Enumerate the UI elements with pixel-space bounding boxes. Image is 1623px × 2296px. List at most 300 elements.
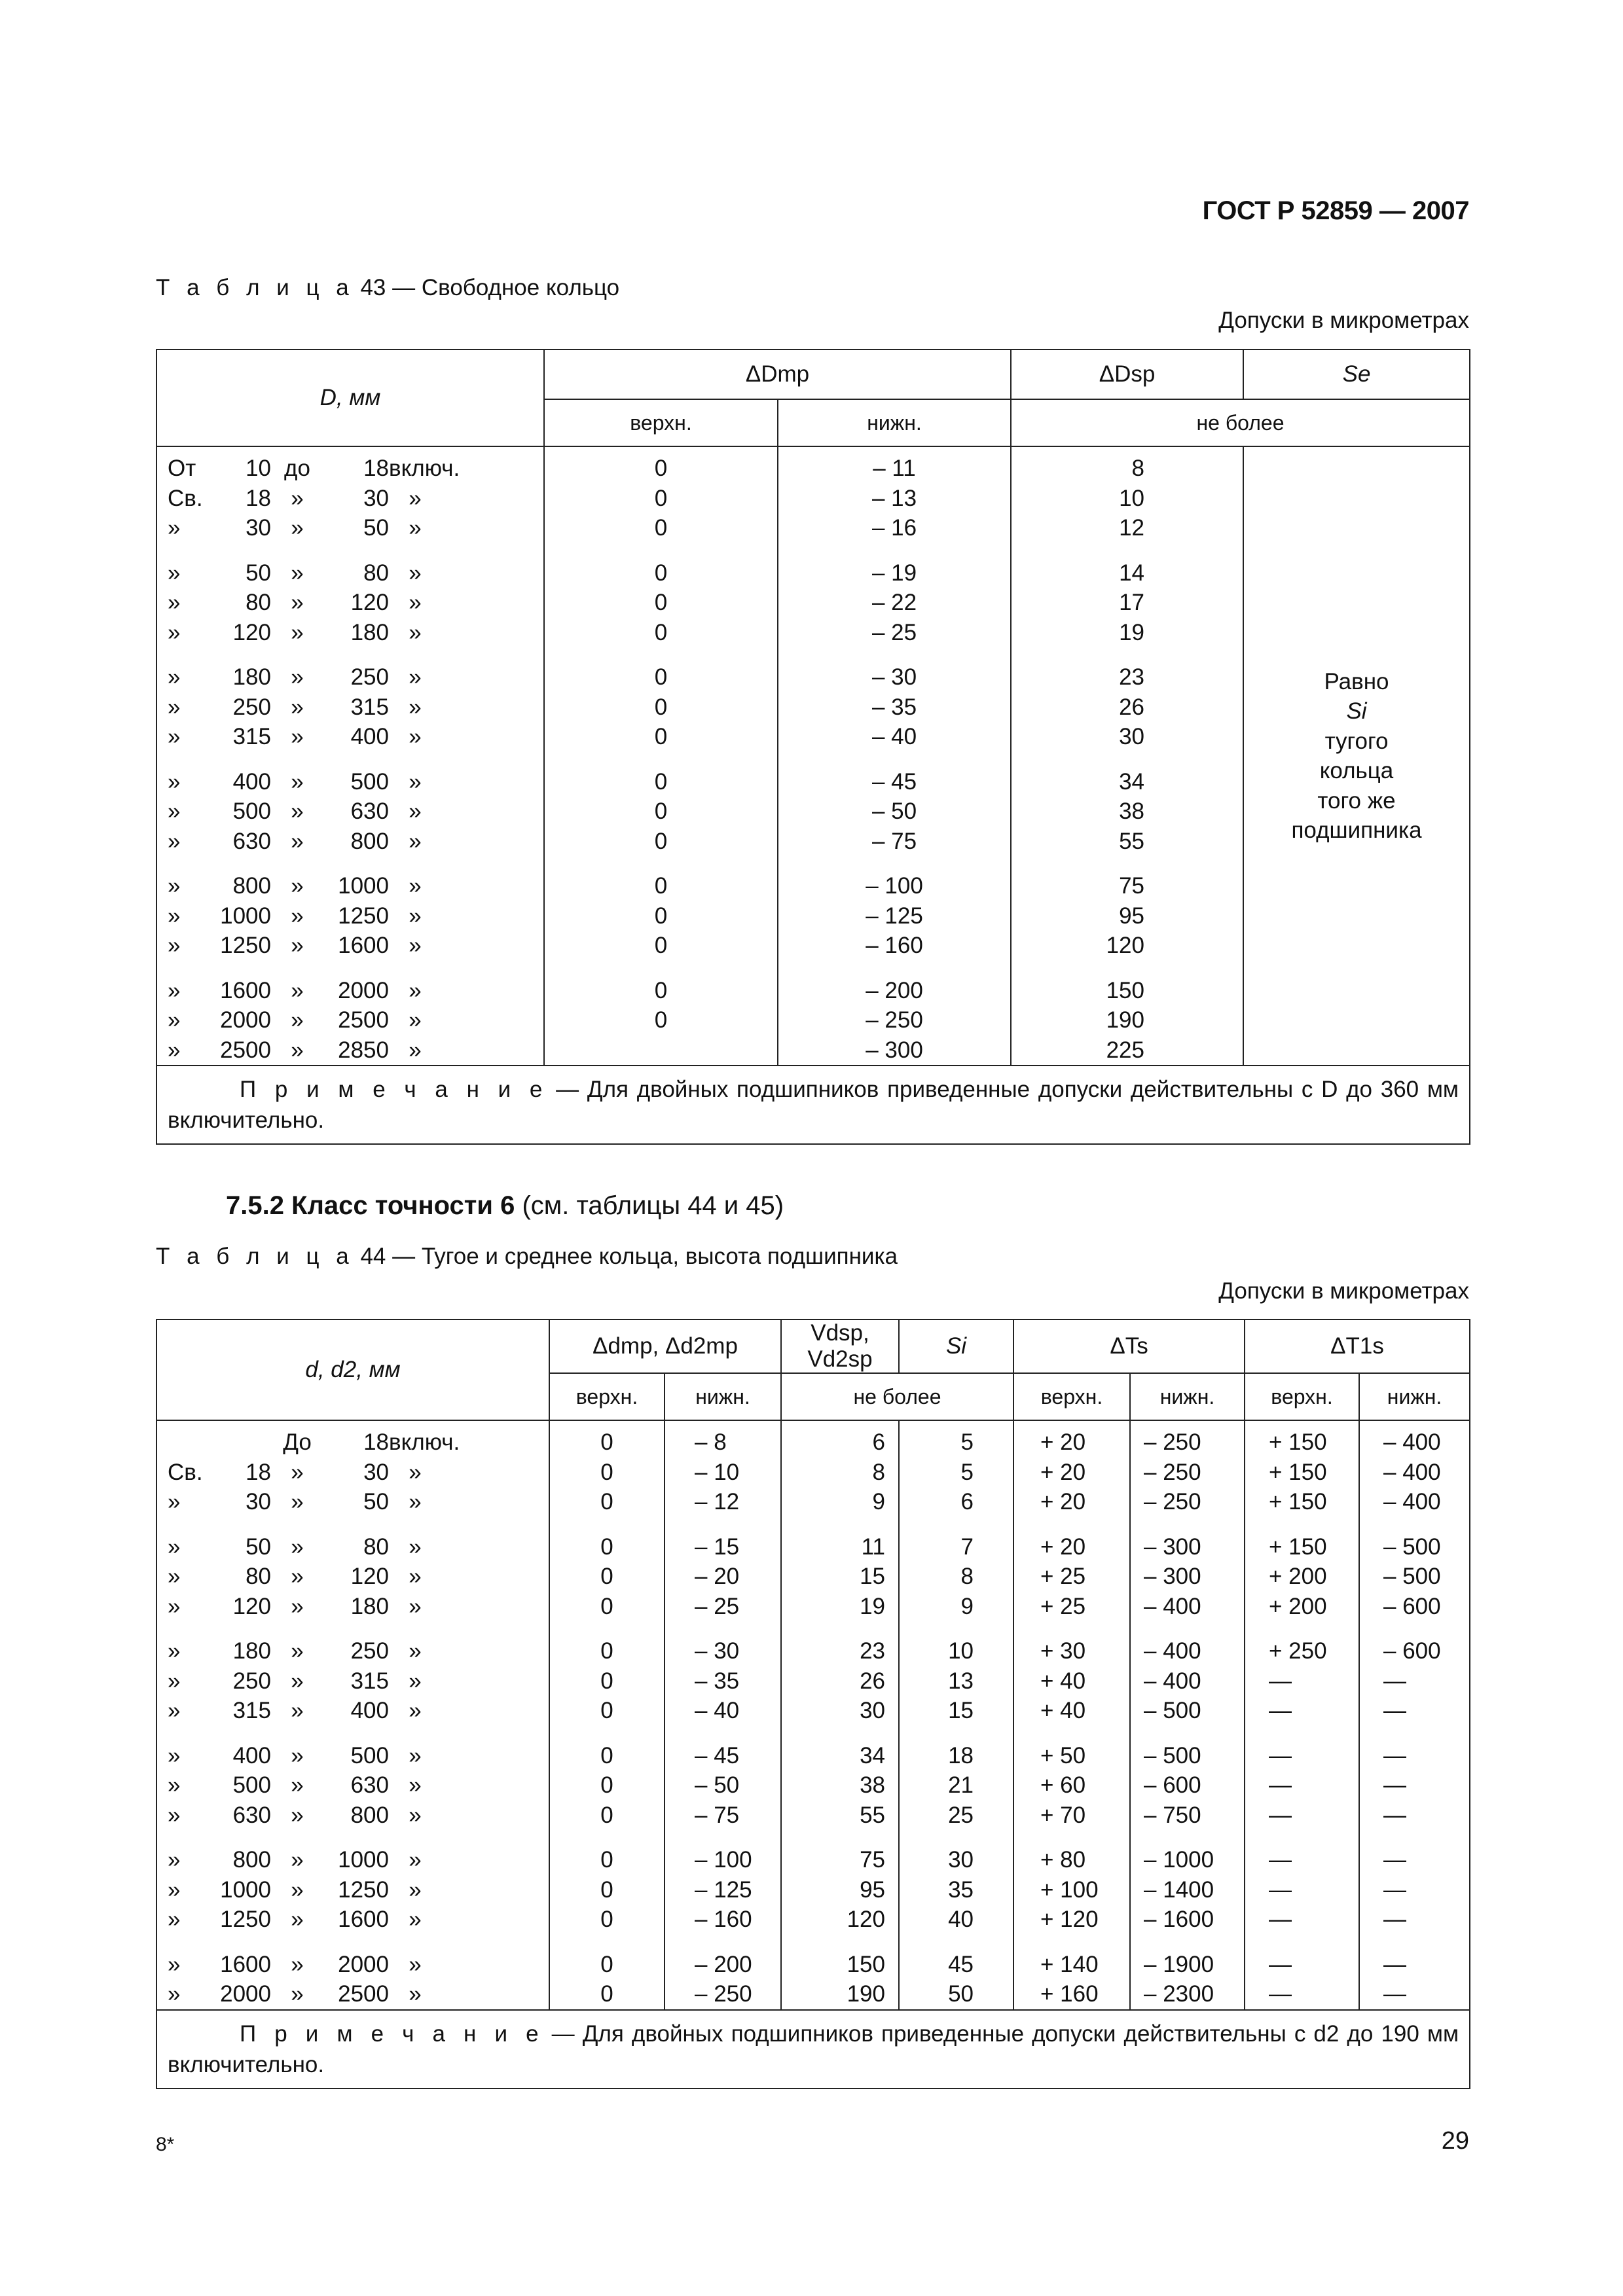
- table-row-range: [168, 454, 543, 484]
- t43-upper: верхн.: [544, 399, 778, 446]
- range-part: »: [409, 1489, 422, 1515]
- table-cell-value: – 12: [695, 1489, 740, 1515]
- table-cell-value: 34: [860, 1742, 885, 1768]
- table-cell-value: – 19: [871, 560, 917, 586]
- range-part: 30: [363, 1459, 389, 1485]
- row-group: [168, 1532, 549, 1622]
- t43-d-column: [156, 446, 544, 1066]
- range-part: 18: [246, 485, 271, 511]
- table-cell-value: 50: [948, 1981, 974, 2007]
- table-row-range: [168, 827, 543, 857]
- table-cell-value: – 11: [873, 456, 916, 481]
- table-cell-value: 0: [600, 1772, 613, 1798]
- range-part: »: [291, 977, 304, 1003]
- table-cell-value: 0: [654, 456, 668, 481]
- range-part: »: [409, 1742, 422, 1768]
- table-row-range: [168, 1562, 549, 1592]
- range-part: 2500: [338, 1981, 389, 2007]
- range-part: »: [168, 1489, 181, 1515]
- table-cell-value: 34: [1119, 768, 1144, 795]
- table-cell-value: —: [1383, 1876, 1407, 1903]
- table-cell-value: 15: [860, 1564, 885, 1589]
- table-row-range: [168, 931, 543, 961]
- range-part: »: [168, 828, 181, 854]
- table-cell-value: 35: [948, 1876, 974, 1903]
- range-part: Св.: [168, 1459, 203, 1485]
- range-part: »: [291, 798, 304, 824]
- range-part: »: [168, 1698, 181, 1723]
- table-cell-value: – 400: [1144, 1638, 1201, 1664]
- t44-col-ts: ΔTs: [1013, 1319, 1245, 1373]
- value-group: [545, 976, 777, 1066]
- table-row-range: [168, 1741, 549, 1771]
- table-cell-value: 0: [654, 664, 668, 690]
- range-part: 120: [232, 619, 271, 645]
- table-cell-value: 120: [1106, 933, 1144, 958]
- t44-dmp-upper-column: [549, 1420, 665, 2010]
- range-part: »: [409, 1037, 422, 1063]
- table-cell-value: 23: [1119, 664, 1144, 690]
- table-row-range: [168, 1427, 549, 1458]
- value-group: [1012, 976, 1144, 1066]
- table-cell-value: + 20: [1040, 1534, 1086, 1560]
- range-part: 500: [350, 1742, 389, 1768]
- value-group: [1269, 1950, 1359, 2009]
- range-part: »: [291, 1593, 304, 1619]
- value-group: [550, 1741, 664, 1831]
- range-part: 120: [232, 1593, 271, 1619]
- table-cell-value: 17: [1119, 590, 1144, 615]
- table-cell-value: – 400: [1383, 1429, 1441, 1455]
- range-part: »: [409, 1593, 422, 1619]
- range-part: »: [291, 664, 304, 690]
- table-cell-value: – 600: [1144, 1772, 1201, 1798]
- table-cell-value: – 50: [695, 1772, 740, 1798]
- table-cell-value: 14: [1119, 560, 1144, 586]
- range-part: »: [168, 1593, 181, 1619]
- table44: [156, 1319, 1470, 2089]
- footer-sheet-mark: 8*: [156, 2134, 175, 2155]
- table-cell-value: 0: [654, 873, 668, 899]
- range-part: »: [409, 664, 422, 690]
- table-cell-value: 11: [861, 1534, 885, 1560]
- t44-ts-upper-column: [1013, 1420, 1130, 2010]
- range-part: 315: [350, 1668, 389, 1694]
- table-cell-value: —: [1269, 1802, 1292, 1828]
- table-cell-value: 95: [860, 1876, 885, 1903]
- table44-caption: [156, 1244, 898, 1270]
- range-part: 250: [350, 1638, 389, 1664]
- table-cell-value: 95: [1119, 903, 1144, 929]
- table-cell-value: – 250: [1144, 1429, 1201, 1455]
- t44-t1s-upper: верхн.: [1245, 1373, 1359, 1420]
- value-group: [1040, 1636, 1129, 1726]
- table-cell-value: – 50: [871, 798, 917, 824]
- row-group: [168, 976, 543, 1066]
- table-cell-value: 120: [847, 1907, 885, 1932]
- range-part: включ.: [389, 1429, 460, 1455]
- se-merged-line: кольца: [1319, 758, 1394, 783]
- range-part: »: [168, 515, 181, 541]
- range-part: »: [168, 1564, 181, 1589]
- table-cell-value: 8: [960, 1564, 974, 1589]
- table-cell-value: – 30: [695, 1638, 740, 1664]
- table-cell-value: – 400: [1144, 1593, 1201, 1619]
- range-part: 2000: [338, 977, 389, 1003]
- range-part: От: [168, 456, 196, 481]
- range-part: »: [409, 1668, 422, 1694]
- table-cell-value: + 200: [1269, 1564, 1327, 1589]
- range-part: »: [291, 1007, 304, 1033]
- range-part: »: [291, 1981, 304, 2007]
- range-part: »: [291, 1534, 304, 1560]
- table-cell-value: – 1400: [1144, 1876, 1214, 1903]
- table-cell-value: + 70: [1040, 1802, 1086, 1828]
- table-cell-value: 55: [1119, 828, 1144, 854]
- table-cell-value: 0: [600, 1638, 613, 1664]
- range-part: »: [409, 724, 422, 749]
- range-part: Св.: [168, 485, 203, 511]
- range-part: 1250: [220, 933, 271, 958]
- table-cell-value: —: [1383, 1698, 1407, 1723]
- table-cell-value: – 300: [1144, 1534, 1201, 1560]
- range-part: 80: [363, 560, 389, 586]
- table-cell-value: 150: [847, 1951, 885, 1977]
- table-cell-value: 0: [600, 1907, 613, 1932]
- range-part: 30: [363, 485, 389, 511]
- t44-ts-upper: верхн.: [1013, 1373, 1130, 1420]
- table-cell-value: 0: [600, 1742, 613, 1768]
- table-row-range: [168, 1875, 549, 1905]
- caption-prefix: Т а б л и ц а: [156, 275, 354, 300]
- range-part: 1600: [220, 1951, 271, 1977]
- range-part: »: [409, 933, 422, 958]
- t43-col-d: D, мм: [156, 350, 544, 446]
- value-group: [778, 767, 1010, 857]
- table-cell-value: 5: [960, 1429, 974, 1455]
- se-merged-line: того же: [1317, 787, 1396, 814]
- range-part: »: [409, 1802, 422, 1828]
- range-part: »: [291, 1772, 304, 1798]
- table-cell-value: 9: [960, 1593, 974, 1619]
- table-cell-value: —: [1269, 1981, 1292, 2007]
- table-cell-value: 0: [654, 903, 668, 929]
- table-cell-value: 0: [654, 515, 668, 541]
- table-cell-value: —: [1383, 1742, 1407, 1768]
- table-cell-value: – 40: [695, 1698, 740, 1723]
- table-cell-value: 7: [960, 1534, 974, 1560]
- table-cell-value: + 80: [1040, 1847, 1086, 1873]
- value-group: [900, 1741, 974, 1831]
- range-part: 315: [350, 694, 389, 720]
- table-cell-value: + 25: [1040, 1564, 1086, 1589]
- table-cell-value: 0: [600, 1564, 613, 1589]
- value-group: [1012, 871, 1144, 961]
- table-cell-value: – 600: [1383, 1638, 1441, 1664]
- value-group: [1040, 1741, 1129, 1831]
- table-cell-value: – 45: [695, 1742, 740, 1768]
- range-part: »: [168, 1668, 181, 1694]
- table-row-range: [168, 662, 543, 692]
- table-cell-value: – 500: [1144, 1742, 1201, 1768]
- range-part: 630: [350, 798, 389, 824]
- value-group: [550, 1845, 664, 1935]
- range-part: »: [291, 1564, 304, 1589]
- value-group: [1040, 1845, 1129, 1935]
- value-group: [900, 1532, 974, 1622]
- table-cell-value: – 500: [1383, 1564, 1441, 1589]
- table-cell-value: – 125: [866, 903, 923, 929]
- range-part: До: [283, 1429, 312, 1455]
- range-part: »: [409, 977, 422, 1003]
- table-cell-value: – 250: [1144, 1489, 1201, 1515]
- range-part: 1250: [338, 903, 389, 929]
- value-group: [695, 1427, 780, 1517]
- row-group: [168, 1950, 549, 2009]
- row-group: [168, 871, 543, 961]
- range-part: 1600: [338, 933, 389, 958]
- table-cell-value: 0: [600, 1698, 613, 1723]
- range-part: включ.: [389, 456, 460, 481]
- value-group: [550, 1532, 664, 1622]
- value-group: [782, 1636, 885, 1726]
- table-row-range: [168, 618, 543, 648]
- range-part: »: [409, 1847, 422, 1873]
- range-part: »: [168, 1534, 181, 1560]
- table-cell-value: – 300: [866, 1037, 923, 1063]
- range-part: 500: [350, 768, 389, 795]
- table-cell-value: – 250: [1144, 1459, 1201, 1485]
- caption-rest: 44 — Тугое и среднее кольца, высота подшипника: [360, 1244, 898, 1269]
- value-group: [900, 1845, 974, 1935]
- t43-dsp-column: [1011, 446, 1243, 1066]
- range-part: 180: [350, 619, 389, 645]
- range-part: »: [291, 1847, 304, 1873]
- range-part: »: [168, 724, 181, 749]
- range-part: »: [168, 903, 181, 929]
- table-cell-value: – 35: [695, 1668, 740, 1694]
- range-part: »: [168, 1742, 181, 1768]
- range-part: 630: [232, 1802, 271, 1828]
- range-part: »: [291, 619, 304, 645]
- value-group: [900, 1636, 974, 1726]
- value-group: [1040, 1427, 1129, 1517]
- table-cell-value: —: [1383, 1951, 1407, 1977]
- range-part: 1000: [338, 873, 389, 899]
- table-cell-value: – 1900: [1144, 1951, 1214, 1977]
- range-part: »: [291, 485, 304, 511]
- range-part: »: [168, 1638, 181, 1664]
- t43-not-more: не более: [1011, 399, 1470, 446]
- table-cell-value: 0: [654, 768, 668, 795]
- table-cell-value: 0: [600, 1429, 613, 1455]
- range-part: 800: [350, 828, 389, 854]
- range-part: 18: [363, 1429, 389, 1455]
- value-group: [1144, 1427, 1244, 1517]
- t44-not-more: не более: [781, 1373, 1013, 1420]
- table-cell-value: 38: [860, 1772, 885, 1798]
- value-group: [550, 1950, 664, 2009]
- t43-col-se: Se: [1243, 350, 1470, 399]
- value-group: [782, 1741, 885, 1831]
- value-group: [1269, 1427, 1359, 1517]
- table-cell-value: – 30: [871, 664, 917, 690]
- table-cell-value: 30: [948, 1847, 974, 1873]
- table-row-range: [168, 1487, 549, 1517]
- range-part: »: [168, 1951, 181, 1977]
- row-group: [168, 1845, 549, 1935]
- table-cell-value: + 60: [1040, 1772, 1086, 1798]
- table-cell-value: 0: [600, 1534, 613, 1560]
- document-id: ГОСТ Р 52859 — 2007: [1202, 196, 1469, 225]
- range-part: до: [284, 456, 310, 481]
- range-part: »: [291, 1876, 304, 1903]
- range-part: 250: [232, 694, 271, 720]
- table-cell-value: 40: [948, 1907, 974, 1932]
- table-cell-value: 0: [654, 560, 668, 586]
- range-part: »: [291, 903, 304, 929]
- value-group: [1012, 767, 1144, 857]
- range-part: »: [291, 933, 304, 958]
- value-group: [1383, 1950, 1469, 2009]
- table-cell-value: 190: [847, 1981, 885, 2007]
- table-cell-value: – 22: [871, 590, 917, 615]
- table-row-range: [168, 1979, 549, 2009]
- value-group: [1012, 558, 1144, 648]
- range-part: »: [409, 1007, 422, 1033]
- range-part: 400: [350, 724, 389, 749]
- range-part: »: [291, 1698, 304, 1723]
- table-cell-value: + 200: [1269, 1593, 1327, 1619]
- table-cell-value: 0: [600, 1847, 613, 1873]
- t44-t1s-upper-column: [1245, 1420, 1359, 2010]
- value-group: [1012, 454, 1144, 543]
- t44-d-column: [156, 1420, 549, 2010]
- caption-prefix: Т а б л и ц а: [156, 1244, 354, 1269]
- value-group: [1383, 1532, 1469, 1622]
- table-row-range: [168, 1005, 543, 1035]
- table-cell-value: 30: [860, 1698, 885, 1723]
- range-part: 1000: [220, 903, 271, 929]
- table43: [156, 349, 1470, 1145]
- range-part: »: [291, 724, 304, 749]
- value-group: [545, 871, 777, 961]
- value-group: [900, 1950, 974, 2009]
- table-cell-value: + 20: [1040, 1459, 1086, 1485]
- table-cell-value: – 200: [866, 977, 923, 1003]
- row-group: [168, 767, 543, 857]
- table-cell-value: 0: [654, 1007, 668, 1033]
- table-row-range: [168, 513, 543, 543]
- table-cell-value: – 1000: [1144, 1847, 1214, 1873]
- range-part: 800: [232, 873, 271, 899]
- t44-t1s-lower-column: [1359, 1420, 1470, 2010]
- table-cell-value: – 300: [1144, 1564, 1201, 1589]
- range-part: 10: [246, 456, 271, 481]
- range-part: 400: [350, 1698, 389, 1723]
- range-part: 2500: [338, 1007, 389, 1033]
- value-group: [1269, 1845, 1359, 1935]
- range-part: »: [168, 798, 181, 824]
- t44-note: П р и м е ч а н и е — Для двойных подшипников приведенные допуски действительны с d2 до 190 мм включительно.: [156, 2010, 1470, 2089]
- value-group: [1269, 1532, 1359, 1622]
- table-cell-value: – 75: [695, 1802, 740, 1828]
- table-cell-value: 19: [860, 1593, 885, 1619]
- table-cell-value: 0: [600, 1876, 613, 1903]
- value-group: [778, 454, 1010, 543]
- table-cell-value: 10: [948, 1638, 974, 1664]
- range-part: 120: [350, 1564, 389, 1589]
- table-cell-value: 30: [1119, 724, 1144, 749]
- range-part: »: [168, 977, 181, 1003]
- value-group: [545, 662, 777, 752]
- range-part: »: [409, 619, 422, 645]
- table-cell-value: [545, 1035, 777, 1066]
- table-row-range: [168, 588, 543, 618]
- range-part: »: [409, 798, 422, 824]
- value-group: [695, 1741, 780, 1831]
- t44-ts-lower-column: [1130, 1420, 1245, 2010]
- table-cell-value: 0: [600, 1459, 613, 1485]
- range-part: »: [291, 1638, 304, 1664]
- range-part: »: [409, 1907, 422, 1932]
- range-part: »: [168, 933, 181, 958]
- table-cell-value: + 40: [1040, 1698, 1086, 1723]
- row-group: [168, 1427, 549, 1517]
- table-row-range: [168, 1950, 549, 1980]
- range-part: 1000: [220, 1876, 271, 1903]
- table-cell-value: + 150: [1269, 1489, 1327, 1515]
- value-group: [778, 976, 1010, 1066]
- table-cell-value: —: [1383, 1847, 1407, 1873]
- table43-caption: [156, 275, 619, 301]
- range-part: »: [409, 768, 422, 795]
- t43-col-dmp: ΔDmp: [544, 350, 1011, 399]
- table-cell-value: 150: [1106, 977, 1144, 1003]
- table-cell-value: 190: [1106, 1007, 1144, 1033]
- table-cell-value: 0: [600, 1668, 613, 1694]
- table-cell-value: —: [1269, 1876, 1292, 1903]
- table-cell-value: – 125: [695, 1876, 752, 1903]
- value-group: [695, 1636, 780, 1726]
- range-part: »: [291, 515, 304, 541]
- value-group: [545, 454, 777, 543]
- table-cell-value: – 400: [1383, 1489, 1441, 1515]
- table-cell-value: 9: [872, 1489, 885, 1515]
- t43-se-merged: [1243, 446, 1470, 1066]
- table-cell-value: —: [1269, 1772, 1292, 1798]
- range-part: »: [168, 873, 181, 899]
- table-cell-value: – 10: [695, 1459, 740, 1485]
- range-part: »: [168, 1007, 181, 1033]
- range-part: 400: [232, 768, 271, 795]
- range-part: »: [291, 1489, 304, 1515]
- t44-col-t1s: ΔT1s: [1245, 1319, 1470, 1373]
- table-cell-value: + 150: [1269, 1429, 1327, 1455]
- table-cell-value: 15: [948, 1698, 974, 1723]
- value-group: [1040, 1950, 1129, 2009]
- range-part: »: [409, 873, 422, 899]
- range-part: »: [409, 1564, 422, 1589]
- table-cell-value: —: [1269, 1698, 1292, 1723]
- range-part: »: [168, 1847, 181, 1873]
- range-part: 80: [246, 590, 271, 615]
- range-part: »: [291, 1459, 304, 1485]
- table-cell-value: + 20: [1040, 1429, 1086, 1455]
- range-part: 180: [232, 664, 271, 690]
- table-row-range: [168, 1666, 549, 1696]
- range-part: »: [409, 828, 422, 854]
